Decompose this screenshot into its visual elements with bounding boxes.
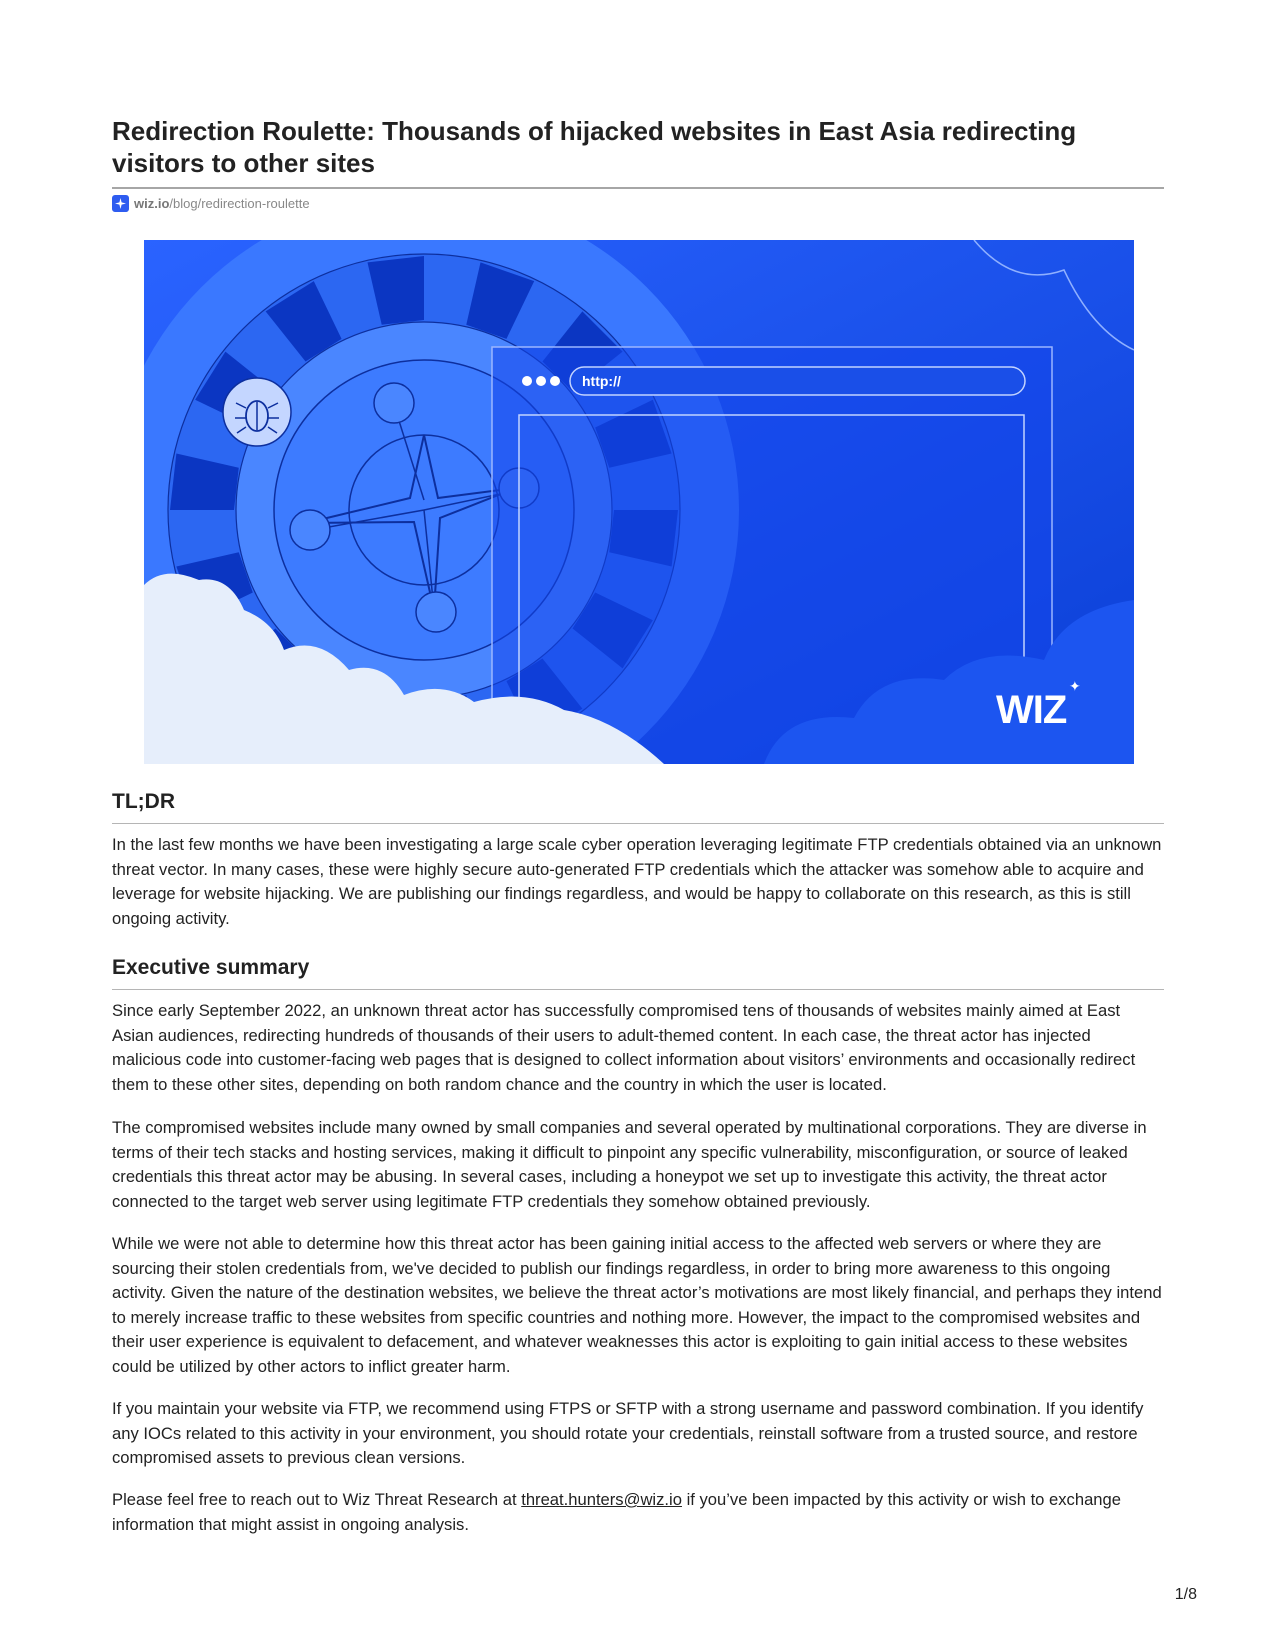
contact-paragraph (112, 1488, 1164, 1537)
url-bar-text: http:// (582, 373, 621, 389)
sparkle-icon: ✦ (1069, 678, 1081, 694)
wiz-logo: WIZ (996, 688, 1067, 732)
source-path: /blog/redirection-roulette (169, 195, 310, 211)
page-number: 1/8 (1174, 1586, 1197, 1603)
section-divider (112, 989, 1164, 990)
executive-summary-heading: Executive summary (112, 956, 310, 979)
source-link[interactable] (112, 194, 310, 212)
summary-paragraph-1: Since early September 2022, an unknown threat actor has successfully compromised tens of thousands of websites mainly aimed at East Asian audiences, redirecting hundreds of thousands of their users to adult-themed content. In each case, the threat actor has injected malicious code into customer-facing web pages that is designed to collect information about visitors’ environments and occasionally redirect them to these other sites, depending on both random chance and the country in which the user is located. (112, 1001, 1136, 1094)
contact-email-link[interactable]: threat.hunters@wiz.io (521, 1490, 682, 1509)
tldr-heading: TL;DR (112, 790, 175, 813)
source-domain: wiz.io (134, 195, 170, 211)
hero-image (144, 240, 1134, 764)
summary-paragraph-2: The compromised websites include many owned by small companies and several operated by multinational corporations. They are diverse in terms of their tech stacks and hosting services, making it difficult to pinpoint any specific vulnerability, misconfiguration, or source of leaked credentials this threat actor may be abusing. In several cases, including a honeypot we set up to investigate this activity, the threat actor connected to the target web server using legitimate FTP credentials they somehow obtained previously. (112, 1118, 1147, 1211)
summary-paragraph-4: If you maintain your website via FTP, we recommend using FTPS or SFTP with a strong username and password combination. If you identify any IOCs related to this activity in your environment, you should rotate your credentials, reinstall software from a trusted source, and restore compromised assets to previous clean versions. (112, 1399, 1144, 1467)
wiz-favicon-icon (112, 195, 129, 212)
summary-paragraph-3: While we were not able to determine how this threat actor has been gaining initial access to the affected web servers or where they are sourcing their stolen credentials from, we've decided to publish our findings regardless, in order to bring more awareness to this ongoing activity. Given the nature of the destination websites, we believe the threat actor’s motivations are most likely financial, and perhaps they intend to merely increase traffic to these websites from specific countries and nothing more. However, the impact to the compromised websites and their user experience is equivalent to defacement, and whatever weaknesses this actor is exploiting to gain initial access to these websites could be utilized by other actors to inflict greater harm. (112, 1234, 1162, 1376)
title-divider (112, 187, 1164, 189)
page-title: Redirection Roulette: Thousands of hijacked websites in East Asia redirecting visitors to other sites (112, 116, 1077, 178)
tldr-paragraph: In the last few months we have been investigating a large scale cyber operation leveraging legitimate FTP credentials obtained via an unknown threat vector. In many cases, these were highly secure auto-generated FTP credentials which the attacker was somehow able to acquire and leverage for website hijacking. We are publishing our findings regardless, and would be happy to collaborate on this research, as this is still ongoing activity. (112, 835, 1162, 928)
contact-text-after: if you’ve been impacted by this activity or wish to exchange information that might assist in ongoing analysis. (112, 1490, 1121, 1534)
section-divider (112, 823, 1164, 824)
contact-text-before: Please feel free to reach out to Wiz Threat Research at (112, 1490, 522, 1509)
